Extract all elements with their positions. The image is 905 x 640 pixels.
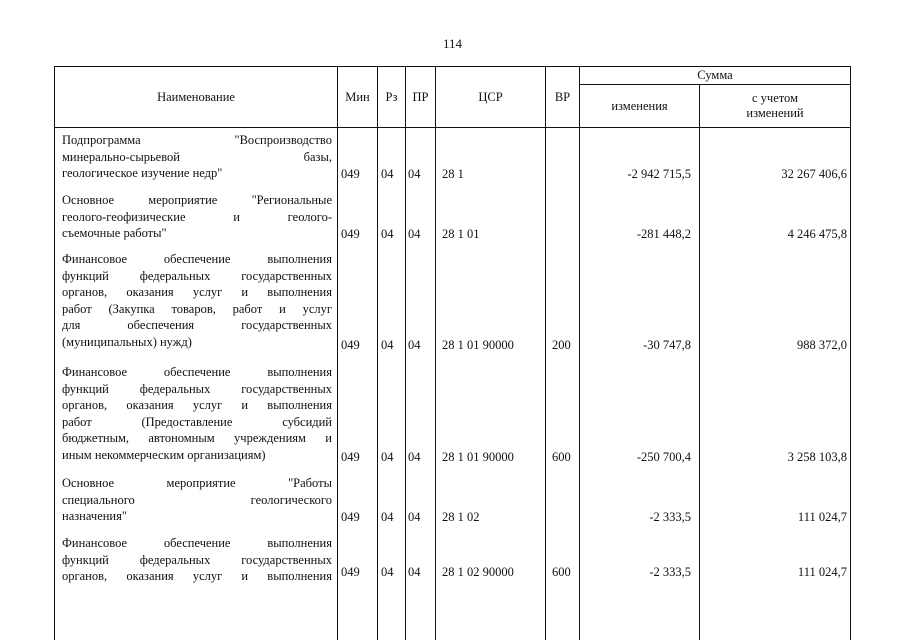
cell-csr: 28 1 01 xyxy=(442,227,480,241)
row-name-line: (муниципальных) нужд) xyxy=(62,334,192,349)
cell-min: 049 xyxy=(341,565,360,579)
cell-total: 4 246 475,8 xyxy=(787,227,847,241)
col-border-pr xyxy=(405,66,406,640)
col-border-right xyxy=(850,66,851,640)
row-name-line: Основное мероприятие "Региональные xyxy=(62,193,332,207)
cell-total: 111 024,7 xyxy=(797,510,847,524)
cell-pr: 04 xyxy=(408,227,421,241)
row-name-line: специального геологического xyxy=(62,492,332,507)
cell-change: -250 700,4 xyxy=(636,450,691,464)
cell-rz: 04 xyxy=(381,338,394,352)
cell-vr: 600 xyxy=(552,450,571,464)
row-name-line: геологическое изучение недр" xyxy=(62,166,223,180)
cell-change: -2 942 715,5 xyxy=(627,167,691,181)
cell-change: -30 747,8 xyxy=(643,338,691,352)
row-name-line: Подпрограмма "Воспроизводство xyxy=(62,133,332,147)
header-total: с учетом изменений xyxy=(746,91,804,120)
cell-csr: 28 1 01 90000 xyxy=(442,450,514,464)
cell-change: -281 448,2 xyxy=(636,227,691,241)
cell-total: 3 258 103,8 xyxy=(787,450,847,464)
row-name xyxy=(62,132,332,182)
cell-min: 049 xyxy=(341,167,360,181)
header-vr: ВР xyxy=(554,89,571,104)
cell-total: 32 267 406,6 xyxy=(781,167,847,181)
cell-pr: 04 xyxy=(408,450,421,464)
row-name-line: работ (Закупка товаров, работ и услуг xyxy=(62,301,332,316)
row-name-line: Финансовое обеспечение выполнения xyxy=(62,252,332,266)
header-sum: Сумма xyxy=(697,68,733,82)
cell-pr: 04 xyxy=(408,338,421,352)
cell-csr: 28 1 xyxy=(442,167,464,181)
row-name xyxy=(62,535,332,585)
cell-rz: 04 xyxy=(381,510,394,524)
row-name-line: иным некоммерческим организациям) xyxy=(62,447,266,462)
row-name-line: Финансовое обеспечение выполнения xyxy=(62,365,332,379)
header-name: Наименование xyxy=(157,89,235,104)
col-border-left xyxy=(54,66,55,640)
header-csr: ЦСР xyxy=(478,89,503,104)
header-pr: ПР xyxy=(412,89,429,104)
header-rz: Рз xyxy=(385,89,398,104)
cell-pr: 04 xyxy=(408,167,421,181)
row-name-line: работ (Предоставление субсидий xyxy=(62,414,332,429)
row-name-line: функций федеральных государственных xyxy=(62,381,332,396)
row-name-line: бюджетным, автономным учреждениям и xyxy=(62,431,332,445)
row-name-line: органов, оказания услуг и выполнения xyxy=(62,285,332,299)
cell-pr: 04 xyxy=(408,565,421,579)
cell-csr: 28 1 01 90000 xyxy=(442,338,514,352)
cell-change: -2 333,5 xyxy=(649,565,691,579)
row-name-line: геолого-геофизические и геолого- xyxy=(62,209,332,224)
row-name-line: минерально-сырьевой базы, xyxy=(62,149,332,164)
header-change: изменения xyxy=(611,98,668,113)
col-border-min xyxy=(337,66,338,640)
cell-change: -2 333,5 xyxy=(649,510,691,524)
row-name xyxy=(62,192,332,242)
row-name-line: органов, оказания услуг и выполнения xyxy=(62,398,332,412)
cell-vr: 600 xyxy=(552,565,571,579)
header-min: Мин xyxy=(345,89,370,104)
cell-rz: 04 xyxy=(381,450,394,464)
cell-rz: 04 xyxy=(381,565,394,579)
cell-min: 049 xyxy=(341,450,360,464)
header-bottom-border xyxy=(54,127,851,128)
row-name-line: съемочные работы" xyxy=(62,226,167,240)
row-name-line: Финансовое обеспечение выполнения xyxy=(62,536,332,550)
cell-vr: 200 xyxy=(552,338,571,352)
col-border-vr xyxy=(545,66,546,640)
row-name xyxy=(62,251,332,350)
row-name-line: назначения" xyxy=(62,509,127,523)
cell-rz: 04 xyxy=(381,167,394,181)
row-name-line: функций федеральных государственных xyxy=(62,268,332,283)
col-border-rz xyxy=(377,66,378,640)
row-name-line: органов, оказания услуг и выполнения xyxy=(62,569,332,583)
row-name-line: функций федеральных государственных xyxy=(62,552,332,567)
cell-rz: 04 xyxy=(381,227,394,241)
cell-csr: 28 1 02 90000 xyxy=(442,565,514,579)
row-name-line: Основное мероприятие "Работы xyxy=(62,476,332,490)
budget-table xyxy=(54,66,851,640)
col-border-sum xyxy=(579,66,580,640)
row-name-line: для обеспечения государственных xyxy=(62,318,332,332)
page-number: 114 xyxy=(442,36,463,51)
cell-csr: 28 1 02 xyxy=(442,510,480,524)
cell-min: 049 xyxy=(341,510,360,524)
row-name xyxy=(62,364,332,463)
row-name xyxy=(62,475,332,525)
cell-total: 111 024,7 xyxy=(797,565,847,579)
cell-pr: 04 xyxy=(408,510,421,524)
cell-min: 049 xyxy=(341,227,360,241)
col-border-total xyxy=(699,84,700,640)
cell-total: 988 372,0 xyxy=(797,338,847,352)
col-border-csr xyxy=(435,66,436,640)
cell-min: 049 xyxy=(341,338,360,352)
